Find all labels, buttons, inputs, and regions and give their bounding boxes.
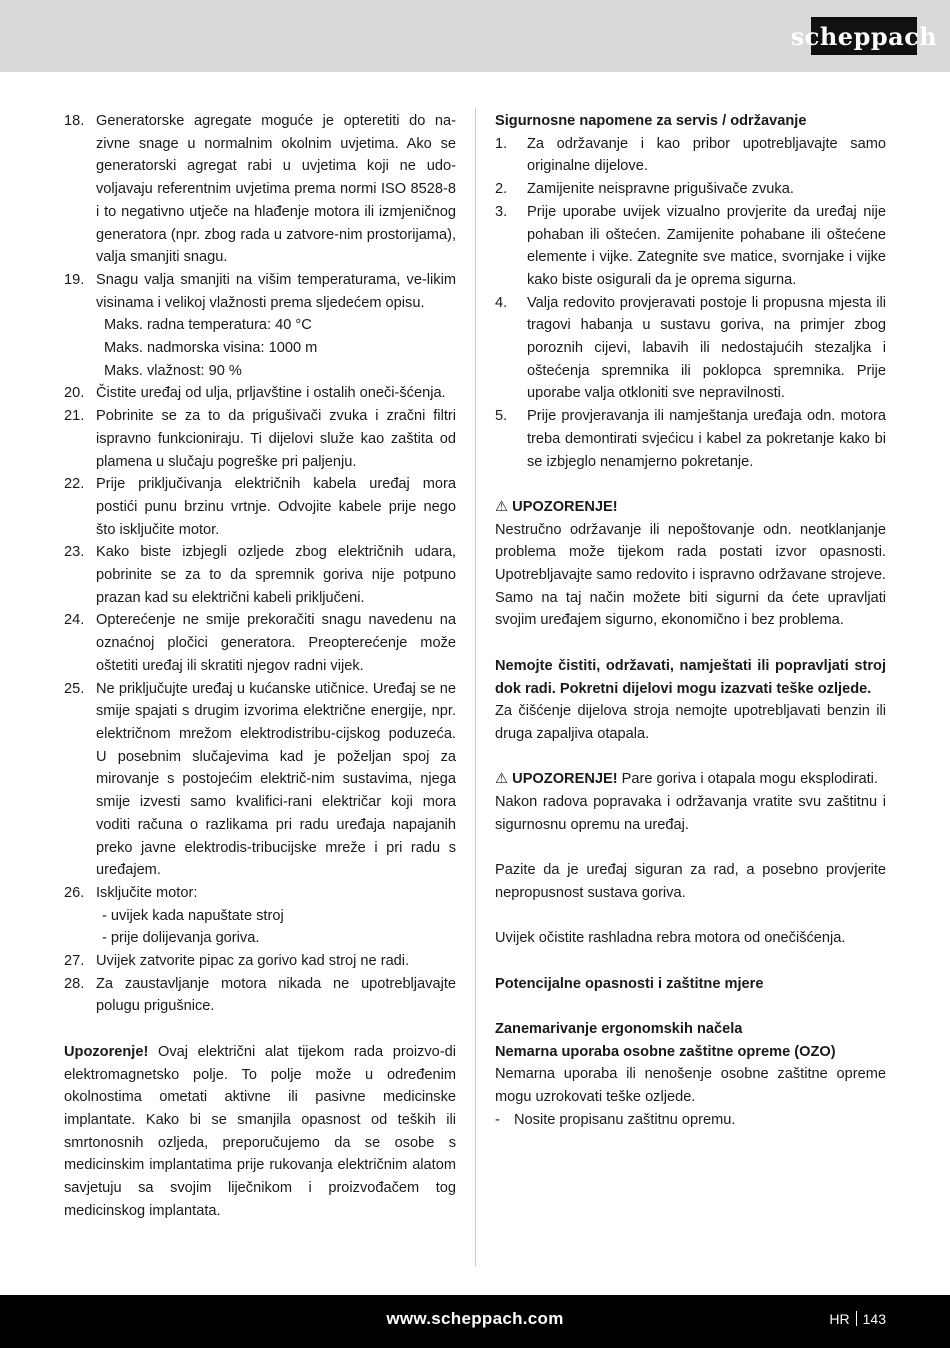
solvent-note: Za čišćenje dijelova stroja nemojte upotrebljavati benzin ili druga zapaljiva otapala.: [495, 703, 886, 742]
hazards-heading: Potencijalne opasnosti i zaštitne mjere: [495, 975, 764, 992]
page-number: [829, 1311, 886, 1327]
item-number: 28.: [64, 975, 85, 992]
service-item: [495, 201, 886, 292]
item-text: Ne priključujte uređaj u kućanske utičnice. Uređaj se ne smije spajati s drugim izvorima električne energije, npr. električnom mrežom elektrodistribu-cijskog poduzeća. U posebnim slučajevima kad je poželjan spoj za mirovanje s postojećim električ-nim sustavima, njega smije izvesti samo kvalifici-rani električar koji mora voditi računa o razlikama pri radu uređaja napajanih preko javne elektrodis-tribucijske mreže i pri radu s uređajem.: [96, 680, 456, 879]
item-text: Prije provjeravanja ili namještanja uređaja odn. motora treba demontirati svjećicu i kabel za pokretanje kako bi se izbjeglo nenamjerno pokretanje.: [527, 408, 886, 470]
warning2: [495, 768, 886, 791]
item-number: 19.: [64, 271, 85, 288]
warning1-text: Nestručno održavanje ili nepoštovanje odn. neotklanjanje problema može tijekom rada postati izvor opasnosti. Upotrebljavajte samo redovito i ispravno održavane strojeve. Samo na taj način možete biti sigurni da ćete upravljati svojim uređajem sigurno, ekonomično i bez problema.: [495, 521, 886, 629]
item-number: 2.: [495, 181, 508, 198]
dash-line: - uvijek kada napuštate stroj: [102, 907, 284, 924]
warning2-label: UPOZORENJE!: [512, 771, 618, 788]
list-item: [64, 473, 456, 541]
item-number: 4.: [495, 294, 508, 311]
column-divider: [475, 108, 476, 1266]
item-number: 22.: [64, 476, 85, 493]
item-number: 23.: [64, 544, 85, 561]
service-item: [495, 133, 886, 178]
item-number: 26.: [64, 884, 85, 901]
ppe-text: Nemarna uporaba ili nenošenje osobne zaštitne opreme mogu uzrokovati teške ozljede.: [495, 1066, 886, 1106]
dash-line: - prije dolijevanja goriva.: [102, 930, 260, 947]
list-item: [64, 950, 456, 973]
item-text: Uvijek zatvorite pipac za gorivo kad stroj ne radi.: [96, 953, 410, 970]
warning2-text: Pare goriva i otapala mogu eksplodirati.: [617, 771, 878, 788]
safe-check-note: Pazite da je uređaj siguran za rad, a posebno provjerite nepropusnost sustava goriva.: [495, 862, 886, 901]
item-text: Generatorske agregate moguće je opteretiti do na-zivne snage u normalnim okolnim uvjetima. Ako se generatorski agregat rabi u uvjetima koji ne udo-voljavaju referentnim uvjetima prema normi ISO 8528-8 i to negativno utječe na hlađenje motora ili izmjeničnog generatora (npr. zbog rada u zatvore-nim prostorijama), valja smanjiti snagu.: [96, 113, 456, 266]
page-num: 143: [862, 1311, 886, 1327]
item-text: Opterećenje ne smije prekoračiti snagu navedenu na oznaćnoj pločici generatora. Preopterećenje može oštetiti uređaj ili skratiti njegov radni vijek.: [96, 612, 456, 674]
header-bar: [0, 0, 950, 72]
item-text: Prije priključivanja električnih kabela uređaj mora postići punu brzinu vrtnje. Odvojite kabele prije nego što isključite motor.: [96, 476, 456, 538]
list-item: [64, 541, 456, 609]
item-text: Snagu valja smanjiti na višim temperaturama, ve-likim visinama i velikoj vlažnosti prema sljedećem opisu.: [96, 271, 456, 311]
item-text: Za zaustavljanje motora nikada ne upotrebljavajte polugu prigušnice.: [96, 975, 456, 1015]
list-item: [64, 382, 456, 405]
language-code: HR: [829, 1311, 850, 1327]
item-number: 5.: [495, 408, 508, 425]
service-item: [495, 405, 886, 473]
service-heading: Sigurnosne napomene za servis / održavanje: [495, 113, 807, 129]
item-number: 21.: [64, 408, 85, 425]
list-item: [64, 973, 456, 1018]
ppe-bullet-dash: -: [495, 1111, 500, 1128]
warning-icon: ⚠: [495, 498, 509, 515]
item-number: 1.: [495, 135, 508, 152]
item-text: Isključite motor:: [96, 884, 198, 901]
list-item: [64, 269, 456, 383]
item-number: 24.: [64, 612, 85, 629]
no-maintenance-while-running: Nemojte čistiti, održavati, namještati ili popravljati stroj dok radi. Pokretni dijelovi mogu izazvati teške ozljede.: [495, 657, 886, 697]
service-item: [495, 292, 886, 406]
ergonomics-heading: Zanemarivanje ergonomskih načela: [495, 1021, 743, 1038]
item-number: 27.: [64, 953, 85, 970]
spec-line: Maks. vlažnost: 90 %: [104, 362, 242, 379]
item-number: 20.: [64, 385, 85, 402]
warning1-label: UPOZORENJE!: [512, 498, 618, 515]
list-item: [64, 882, 456, 950]
item-text: Zamijenite neispravne prigušivače zvuka.: [527, 181, 794, 198]
warning1-heading: [495, 496, 886, 519]
spec-line: Maks. radna temperatura: 40 °C: [104, 317, 312, 334]
item-number: 3.: [495, 203, 508, 220]
item-number: 25.: [64, 680, 85, 697]
ppe-bullet: [495, 1109, 886, 1132]
left-column: [64, 110, 456, 1222]
item-number: 18.: [64, 113, 85, 129]
medical-warning: [64, 1041, 456, 1223]
right-column: [495, 110, 886, 1132]
safety-list: [64, 110, 456, 1018]
brand-logo: scheppach: [811, 17, 917, 55]
item-text: Za održavanje i kao pribor upotrebljavajte samo originalne dijelove.: [527, 135, 886, 175]
item-text: Valja redovito provjeravati postoje li propusna mjesta ili tragovi habanja u sustavu goriva, na primjer zbog poroznih cijevi, labavih ili nedostajućih stezaljka i oštećenja spremnika ili poklopca spremnika. Prije uporabe valja otkloniti sve nepravilnosti.: [527, 294, 886, 402]
list-item: [64, 609, 456, 677]
item-text: Pobrinite se za to da prigušivači zvuka i zračni filtri ispravno funkcioniraju. Ti dijelovi služe kao zaštita od plamena u slučaju pogreške pri paljenju.: [96, 408, 456, 470]
medical-warning-text: Ovaj električni alat tijekom rada proizvo-di elektromagnetsko polje. To polje može u određenim okolnostima ometati aktivne ili pasivne medicinske implantate. Kako bi se smanjila opasnost od teških ili smrtonosnih ozljeda, preporučujemo da se osobe s medicinskim implantatima prije rukovanja električnim alatom savjetuju sa svojim liječnikom i proizvođačem tog medicinskog implantata.: [64, 1043, 456, 1219]
clean-fins-note: Uvijek očistite rashladna rebra motora od onečišćenja.: [495, 930, 846, 947]
service-item: [495, 178, 886, 201]
item-text: Kako biste izbjegli ozljede zbog električnih udara, pobrinite se za to da spremnik goriva nije potpuno prazan kad su električni kabeli priključeni.: [96, 544, 456, 606]
footer-bar: [0, 1295, 950, 1348]
medical-warning-label: Upozorenje!: [64, 1043, 149, 1060]
item-text: Prije uporabe uvijek vizualno provjerite da uređaj nije pohaban ili oštećen. Zamijenite pohabane ili oštećene elemente i vijke. Zategnite sve matice, svornjake i vijke kako biste osigurali da je oprema sigurna.: [527, 203, 886, 288]
service-list: [495, 133, 886, 474]
list-item: [64, 110, 456, 269]
ppe-heading: Nemarna uporaba osobne zaštitne opreme (OZO): [495, 1043, 836, 1060]
after-repair-note: Nakon radova popravaka i održavanja vratite svu zaštitnu i sigurnosnu opremu na uređaj.: [495, 794, 886, 833]
item-text: Čistite uređaj od ulja, prljavštine i ostalih oneči-šćenja.: [96, 385, 446, 402]
list-item: [64, 678, 456, 882]
list-item: [64, 405, 456, 473]
website-link[interactable]: www.scheppach.com: [386, 1309, 564, 1328]
warning-icon: ⚠: [495, 771, 509, 788]
spec-line: Maks. nadmorska visina: 1000 m: [104, 340, 318, 357]
ppe-bullet-text: Nosite propisanu zaštitnu opremu.: [514, 1111, 736, 1128]
